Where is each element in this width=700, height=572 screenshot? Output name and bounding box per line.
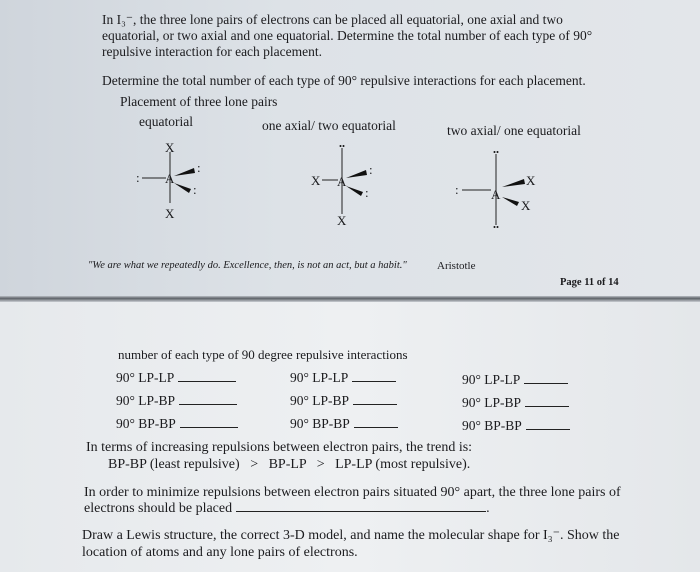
placement-answer-blank[interactable]: [236, 501, 486, 512]
row-lp-lp: [116, 370, 236, 386]
minimize-line-2: electrons should be placed .: [84, 501, 490, 516]
molecule-one-axial-two-equatorial: [311, 145, 373, 228]
wedge-bond: [174, 168, 195, 176]
answer-blank[interactable]: [525, 396, 569, 407]
placement-label-one-axial: one axial/ two equatorial: [262, 118, 396, 133]
atom-a: A: [491, 187, 501, 202]
placement-label-equatorial: equatorial: [139, 114, 193, 129]
answer-blank[interactable]: [524, 373, 568, 384]
interactions-heading: number of each type of 90 degree repulsive interactions: [118, 347, 408, 362]
question-line-1: In I₃⁻, the three lone pairs of electrons can be placed all equatorial, one axial and two: [102, 12, 563, 27]
placement-heading: Placement of three lone pairs: [120, 94, 278, 109]
atom-x-bottom: X: [337, 213, 347, 228]
minimize-text: electrons should be placed: [84, 501, 233, 516]
row-label: 90° LP-BP: [290, 393, 350, 408]
wedge-bond: [174, 183, 191, 193]
atom-x-top: X: [165, 140, 175, 155]
row-lp-bp: [116, 393, 237, 409]
row-label: 90° LP-BP: [116, 393, 176, 408]
row-label: 90° BP-BP: [116, 416, 176, 431]
lone-pair: :: [136, 170, 140, 185]
row-label: 90° LP-LP: [116, 370, 175, 385]
atom-x-lower-right: X: [521, 198, 531, 213]
wedge-bond: [502, 179, 525, 187]
row-bp-bp: [116, 416, 238, 432]
row-bp-bp: [290, 416, 398, 432]
question-line-3: repulsive interaction for each placement.: [102, 44, 323, 59]
row-label: 90° LP-LP: [462, 372, 521, 387]
draw-line-2: location of atoms and any lone pairs of electrons.: [82, 545, 358, 560]
lone-pair: :: [197, 160, 201, 175]
row-label: 90° LP-BP: [462, 395, 522, 410]
quote-author: Aristotle: [437, 260, 476, 272]
quote: "We are what we repeatedly do. Excellence, then, is not an act, but a habit.": [88, 260, 407, 271]
row-lp-bp: [290, 393, 397, 409]
lone-pair: :: [193, 182, 197, 197]
wedge-bond: [346, 186, 363, 196]
molecule-equatorial: [136, 140, 201, 221]
atom-x-bottom: X: [165, 206, 175, 221]
draw-line-1: Draw a Lewis structure, the correct 3-D model, and name the molecular shape for I₃⁻. Show the: [82, 528, 620, 543]
molecule-two-axial-one-equatorial: [455, 151, 536, 228]
atom-x-left: X: [311, 173, 321, 188]
answer-blank[interactable]: [178, 371, 236, 382]
answer-blank[interactable]: [354, 417, 398, 428]
wedge-bond: [346, 170, 367, 178]
answer-blank[interactable]: [179, 394, 237, 405]
trend-line: BP-BP (least repulsive) > BP-LP > LP-LP (most repulsive).: [108, 457, 471, 472]
atom-a: A: [337, 174, 347, 189]
lone-pair: :: [455, 182, 459, 197]
instruction: Determine the total number of each type of 90° repulsive interactions for each placement.: [102, 73, 586, 88]
page-number: Page 11 of 14: [560, 277, 619, 288]
atom-x-upper-right: X: [526, 173, 536, 188]
question-line-2: equatorial, or two axial and one equatorial. Determine the total number of each type of 90°: [102, 28, 593, 43]
answer-blank[interactable]: [352, 371, 396, 382]
placement-label-two-axial: two axial/ one equatorial: [447, 123, 581, 138]
row-bp-bp: [462, 418, 570, 434]
answer-blank[interactable]: [353, 394, 397, 405]
row-lp-bp: [462, 395, 569, 411]
trend-intro: In terms of increasing repulsions between electron pairs, the trend is:: [86, 440, 473, 455]
lone-pair: :: [369, 162, 373, 177]
wedge-bond: [502, 197, 519, 206]
row-label: 90° LP-LP: [290, 370, 349, 385]
minimize-line-1: In order to minimize repulsions between electron pairs situated 90° apart, the three lone pairs of: [84, 485, 621, 500]
answer-blank[interactable]: [180, 417, 238, 428]
row-label: 90° BP-BP: [462, 418, 522, 433]
atom-a: A: [165, 171, 175, 186]
row-label: 90° BP-BP: [290, 416, 350, 431]
row-lp-lp: [290, 370, 396, 386]
answer-blank[interactable]: [526, 419, 570, 430]
row-lp-lp: [462, 372, 568, 388]
lone-pair: :: [365, 185, 369, 200]
